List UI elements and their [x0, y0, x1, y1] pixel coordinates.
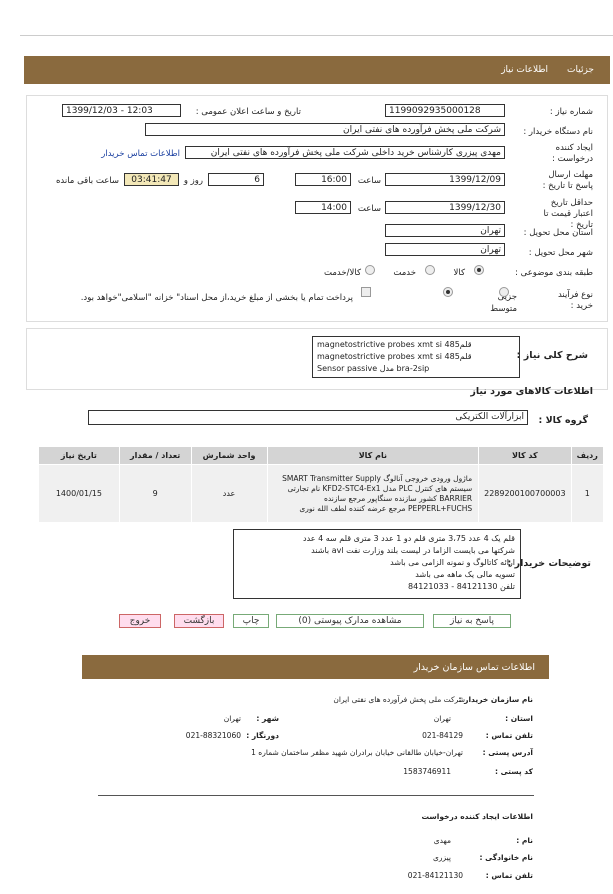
process-partial-label: جزیی [497, 292, 517, 302]
cell-row: 1 [571, 465, 603, 523]
creator-name-value: مهدی [433, 836, 451, 845]
category-goods-radio[interactable] [474, 265, 484, 275]
note-line: ارائه کاتالوگ و نمونه الزامی می باشد [390, 558, 515, 567]
contact-header [82, 655, 549, 679]
creator-label: ایجاد کننده درخواست : [552, 143, 593, 164]
contact-fax-value: 021-88321060 [185, 731, 241, 740]
buyer-notes-box [233, 529, 521, 599]
process-label: نوع فرآیند خرید : [557, 290, 593, 311]
contact-postal-value: 1583746911 [403, 767, 451, 776]
buyer-label: نام دستگاه خریدار : [523, 127, 593, 137]
buyer-notes-label: توضیحات خریدار : [507, 558, 591, 569]
province-label: استان محل تحویل : [523, 228, 593, 238]
summary-line: magnetostrictive probes xmt si 485قلم [317, 340, 472, 349]
buyer-field: شرکت ملی پخش فرآورده های نفتی ایران [145, 123, 505, 136]
header-bar [24, 56, 610, 84]
print-button[interactable]: چاپ [233, 614, 269, 628]
summary-label: شرح کلی نیاز : [516, 350, 588, 361]
contact-province-label: استان : [505, 714, 533, 723]
need-number-label: شماره نیاز : [549, 107, 593, 117]
treasury-payment-checkbox[interactable] [361, 287, 371, 297]
payment-note: پرداخت تمام یا بخشی از مبلغ خرید،از محل اسناد" خزانه "اسلامی"خواهد بود. [80, 293, 353, 303]
creator-family-value: پیزری [433, 853, 451, 862]
contact-address-label: آدرس پستی : [482, 748, 533, 757]
category-label: طبقه بندی موضوعی : [515, 268, 593, 278]
category-goods-service-radio[interactable] [365, 265, 375, 275]
top-divider [20, 35, 613, 36]
back-button[interactable]: بازگشت [174, 614, 224, 628]
need-number-field: 1199092935000128 [385, 104, 505, 117]
creator-section-title: اطلاعات ایجاد کننده درخواست [421, 812, 533, 821]
attachments-button[interactable]: مشاهده مدارک پیوستی (0) [276, 614, 424, 628]
days-label: روز و [183, 176, 203, 186]
col-row: ردیف [571, 447, 603, 465]
announce-label: تاریخ و ساعت اعلان عمومی : [195, 107, 301, 117]
creator-field: مهدی پیزری کارشناس خرید داخلی شرکت ملی پخش فرآورده های نفتی ایران [185, 146, 505, 159]
validity-label: حداقل تاریخ اعتبار قیمت تا تاریخ : [543, 198, 593, 230]
contact-divider [98, 795, 534, 796]
category-service-radio[interactable] [425, 265, 435, 275]
exit-button[interactable]: خروج [119, 614, 161, 628]
process-medium-radio[interactable] [443, 287, 453, 297]
reply-button[interactable]: پاسخ به نیاز [433, 614, 511, 628]
city-label: شهر محل تحویل : [528, 248, 593, 258]
goods-group-field: ابزارآلات الکتریکی [88, 410, 528, 425]
contact-postal-label: کد پستی : [494, 767, 533, 776]
table-row [39, 465, 604, 523]
city-field: تهران [385, 243, 505, 256]
goods-table [38, 446, 604, 523]
remaining-time: 03:41:47 [124, 173, 179, 186]
contact-phone-label: تلفن تماس : [485, 731, 533, 740]
summary-line: magnetostrictive probes xmt si 485قلم [317, 352, 472, 361]
category-service-label: خدمت [393, 268, 416, 278]
category-goods-label: کالا [453, 268, 465, 278]
validity-time-label: ساعت [357, 204, 381, 214]
goods-group-label: گروه کالا : [538, 415, 588, 426]
col-item-code: کد کالا [479, 447, 571, 465]
note-line: تلفن 84121130 - 84121033 [408, 582, 515, 591]
contact-org-value: شرکت ملی پخش فرآورده های نفتی ایران [333, 695, 465, 704]
cell-quantity: 9 [119, 465, 191, 523]
contact-fax-label: دورنگار : [246, 731, 279, 740]
announce-date-field: 1399/12/03 - 12:03 [62, 104, 181, 117]
contact-org-label: نام سازمان خریدار : [458, 695, 533, 704]
creator-name-label: نام : [516, 836, 533, 845]
goods-section-title: اطلاعات کالاهای مورد نیاز [470, 386, 593, 397]
contact-province-value: تهران [433, 714, 451, 723]
col-unit: واحد شمارش [191, 447, 267, 465]
buyer-contact-link[interactable]: اطلاعات تماس خریدار [101, 149, 180, 159]
col-need-date: تاریخ نیاز [39, 447, 120, 465]
note-line: قلم یک 4 عدد 3،75 متری قلم دو 1 عدد 3 متری قلم سه 4 عدد [303, 534, 515, 543]
deadline-time-label: ساعت [357, 176, 381, 186]
tab-details[interactable]: جزئیات [567, 65, 594, 75]
col-quantity: تعداد / مقدار [119, 447, 191, 465]
province-field: تهران [385, 224, 505, 237]
contact-city-value: تهران [223, 714, 241, 723]
note-line: شرکتها می بایست الزاما در لیست بلند وزارت نفت avl باشند [311, 546, 515, 555]
contact-phone-value: 021-84129 [422, 731, 463, 740]
creator-family-label: نام خانوادگی : [479, 853, 533, 862]
validity-date-field: 1399/12/30 [385, 201, 505, 214]
col-item-name: نام کالا [267, 447, 479, 465]
contact-city-label: شهر : [256, 714, 279, 723]
days-field: 6 [208, 173, 264, 186]
deadline-date-field: 1399/12/09 [385, 173, 505, 186]
contact-address-value: تهران-خیابان طالقانی خیابان برادران شهید مظفر ساختمان شماره 1 [251, 748, 463, 757]
validity-time-field: 14:00 [295, 201, 351, 214]
deadline-label: مهلت ارسال پاسخ تا تاریخ : [542, 170, 593, 191]
summary-box [312, 336, 520, 378]
cell-item-name: ماژول ورودی خروجی آنالوگ SMART Transmitter Supply سیستم های کنترل PLC مدل KFD2-STC4-Ex1 نام تجارتی BARRIER کشور سازنده سنگاپور مرجع سازنده PEPPERL+FUCHS مرجع عرضه کننده لطف الله نوری [267, 465, 479, 523]
creator-phone-value: 021-84121130 [407, 871, 463, 880]
remaining-label: ساعت باقی مانده [55, 176, 119, 186]
tab-need-info[interactable]: اطلاعات نیاز [501, 65, 548, 75]
deadline-time-field: 16:00 [295, 173, 351, 186]
cell-item-code: 2289200100700003 [479, 465, 571, 523]
cell-unit: عدد [191, 465, 267, 523]
cell-need-date: 1400/01/15 [39, 465, 120, 523]
category-goods-service-label: کالا/خدمت [324, 268, 361, 278]
summary-line: Sensor passive مدل bra-2sip [317, 364, 430, 373]
process-medium-label: متوسط [490, 304, 517, 314]
contact-title: اطلاعات تماس سازمان خریدار [413, 662, 535, 673]
creator-phone-label: تلفن تماس : [485, 871, 533, 880]
note-line: تسویه مالی یک ماهه می باشد [415, 570, 515, 579]
